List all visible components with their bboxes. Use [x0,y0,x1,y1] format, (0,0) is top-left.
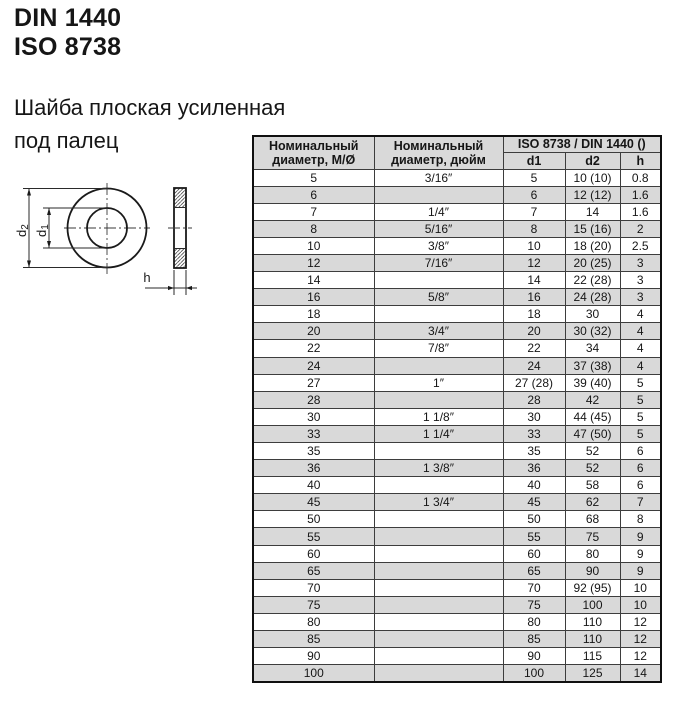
table-cell: 5 [620,374,661,391]
table-row [253,494,661,511]
table-cell: 10 (10) [565,169,620,186]
table-cell: 5 [620,425,661,442]
table-row [253,528,661,545]
table-cell: 34 [565,340,620,357]
table-cell: 5 [503,169,565,186]
table-cell: 90 [565,562,620,579]
table-cell: 55 [503,528,565,545]
table-cell [374,665,503,682]
table-row [253,613,661,630]
table-cell: 5/16″ [374,220,503,237]
standard-title-din: DIN 1440 [14,4,122,32]
table-cell [374,186,503,203]
table-cell: 20 (25) [565,254,620,271]
col-header-d2: d2 [565,152,620,169]
table-cell: 4 [620,323,661,340]
table-cell: 27 (28) [503,374,565,391]
table-cell [374,579,503,596]
table-cell: 45 [503,494,565,511]
table-cell: 1 1/8″ [374,408,503,425]
table-row [253,186,661,203]
table-cell: 3/4″ [374,323,503,340]
table-cell: 24 (28) [565,289,620,306]
table-cell: 6 [620,477,661,494]
table-cell: 5/8″ [374,289,503,306]
table-cell: 30 [503,408,565,425]
table-cell: 55 [253,528,374,545]
table-row [253,254,661,271]
table-cell: 3 [620,254,661,271]
table-cell: 52 [565,460,620,477]
table-cell: 4 [620,340,661,357]
table-cell [374,357,503,374]
table-cell [374,596,503,613]
table-cell: 1.6 [620,203,661,220]
table-row [253,323,661,340]
table-cell: 10 [620,596,661,613]
table-cell: 18 [503,306,565,323]
table-cell: 15 (16) [565,220,620,237]
table-cell: 6 [620,443,661,460]
table-cell [374,391,503,408]
table-cell: 28 [503,391,565,408]
table-header [253,136,661,169]
table-cell: 58 [565,477,620,494]
side-view [168,188,192,268]
h-dimension-label: h [143,270,151,285]
table-cell: 20 [253,323,374,340]
table-cell: 6 [620,460,661,477]
table-cell: 37 (38) [565,357,620,374]
table-cell: 36 [503,460,565,477]
table-cell: 62 [565,494,620,511]
table-cell: 80 [565,545,620,562]
table-cell: 70 [503,579,565,596]
table-cell: 7/8″ [374,340,503,357]
table-row [253,596,661,613]
d1-dimension-label: d1 [34,224,51,237]
table-cell: 16 [503,289,565,306]
arrowhead-icon [47,208,51,215]
table-cell: 52 [565,443,620,460]
table-cell: 1/4″ [374,203,503,220]
table-cell: 50 [253,511,374,528]
table-cell: 10 [620,579,661,596]
table-cell: 100 [503,665,565,682]
table-cell: 47 (50) [565,425,620,442]
table-cell: 60 [503,545,565,562]
table-cell: 44 (45) [565,408,620,425]
table-cell [374,545,503,562]
table-cell: 8 [253,220,374,237]
table-row [253,408,661,425]
table-cell: 4 [620,306,661,323]
table-cell: 75 [565,528,620,545]
table-cell [374,648,503,665]
table-cell [374,306,503,323]
table-cell [374,272,503,289]
table-cell: 42 [565,391,620,408]
table-cell: 68 [565,511,620,528]
table-row [253,631,661,648]
table-cell: 14 [620,665,661,682]
hatched-section [174,249,186,269]
table-cell: 90 [253,648,374,665]
table-cell: 70 [253,579,374,596]
table-cell: 45 [253,494,374,511]
table-row [253,289,661,306]
table-row [253,374,661,391]
table-row [253,203,661,220]
table-cell: 3/16″ [374,169,503,186]
washer-technical-drawing [8,180,253,312]
table-cell: 85 [503,631,565,648]
product-name [14,91,285,157]
table-row [253,477,661,494]
table-cell: 35 [503,443,565,460]
table-cell [374,443,503,460]
table-cell: 22 [253,340,374,357]
table-cell: 5 [253,169,374,186]
table-cell: 110 [565,631,620,648]
table-cell: 1″ [374,374,503,391]
table-cell: 8 [503,220,565,237]
table-cell: 110 [565,613,620,630]
table-row [253,220,661,237]
table-cell: 75 [503,596,565,613]
d2-dimension-label: d2 [14,224,31,237]
table-cell [374,528,503,545]
arrowhead-icon [47,241,51,248]
table-cell: 100 [565,596,620,613]
table-cell: 1 1/4″ [374,425,503,442]
table-cell: 40 [253,477,374,494]
col-header-nominal-metric: Номинальный диаметр, М/Ø [253,136,374,169]
table-row [253,306,661,323]
h-dimension [143,270,197,295]
table-cell: 35 [253,443,374,460]
table-cell: 10 [503,237,565,254]
product-name-line1: Шайба плоская усиленная [14,95,286,120]
table-cell [374,562,503,579]
arrowhead-icon [186,286,192,290]
table-row [253,511,661,528]
table-cell: 4 [620,357,661,374]
table-cell: 2 [620,220,661,237]
table-cell: 12 [620,631,661,648]
table-cell: 80 [503,613,565,630]
table-cell: 40 [503,477,565,494]
arrowhead-icon [27,261,31,268]
table-cell: 14 [503,272,565,289]
table-row [253,545,661,562]
table-row [253,391,661,408]
table-cell: 65 [503,562,565,579]
table-cell: 3 [620,272,661,289]
standard-titles [14,4,121,62]
table-row [253,357,661,374]
table-cell: 80 [253,613,374,630]
col-header-d1: d1 [503,152,565,169]
table-row [253,272,661,289]
table-cell: 3 [620,289,661,306]
table-cell: 6 [253,186,374,203]
table-cell: 5 [620,408,661,425]
table-cell: 27 [253,374,374,391]
product-name-line2: под палец [14,128,119,153]
table-cell: 20 [503,323,565,340]
table-row [253,460,661,477]
table-row [253,340,661,357]
table-cell: 125 [565,665,620,682]
table-cell: 1 3/4″ [374,494,503,511]
table-cell: 12 (12) [565,186,620,203]
table-row [253,237,661,254]
table-cell: 14 [253,272,374,289]
table-cell: 12 [620,613,661,630]
table-cell: 30 (32) [565,323,620,340]
table-cell: 39 (40) [565,374,620,391]
table-cell: 12 [620,648,661,665]
table-row [253,169,661,186]
table-cell: 14 [565,203,620,220]
col-header-group-iso-din: ISO 8738 / DIN 1440 () [503,136,661,152]
table-cell: 5 [620,391,661,408]
table-cell: 2.5 [620,237,661,254]
table-cell: 7 [503,203,565,220]
arrowhead-icon [27,189,31,196]
table-cell: 3/8″ [374,237,503,254]
table-cell: 92 (95) [565,579,620,596]
table-cell: 9 [620,528,661,545]
table-cell: 30 [253,408,374,425]
table-row [253,443,661,460]
table-cell: 9 [620,545,661,562]
table-cell [374,511,503,528]
table-cell: 22 [503,340,565,357]
table-row [253,665,661,682]
table-body [253,169,661,682]
table-cell: 85 [253,631,374,648]
table-cell: 33 [253,425,374,442]
table-cell: 18 (20) [565,237,620,254]
table-cell: 115 [565,648,620,665]
table-cell: 75 [253,596,374,613]
table-row [253,425,661,442]
table-row [253,562,661,579]
table-cell: 7 [620,494,661,511]
table-cell: 30 [565,306,620,323]
header-row-group [253,136,661,152]
arrowhead-icon [168,286,174,290]
table-cell: 0.8 [620,169,661,186]
table-cell: 1 3/8″ [374,460,503,477]
table-cell: 24 [253,357,374,374]
standard-title-iso: ISO 8738 [14,33,122,61]
table-cell: 22 (28) [565,272,620,289]
hatched-section [174,188,186,208]
table-cell [374,631,503,648]
table-cell: 24 [503,357,565,374]
table-cell: 7/16″ [374,254,503,271]
table-row [253,579,661,596]
table-cell: 18 [253,306,374,323]
table-cell: 90 [503,648,565,665]
table-cell: 33 [503,425,565,442]
table-cell: 60 [253,545,374,562]
col-header-nominal-inch: Номинальный диаметр, дюйм [374,136,503,169]
dimensions-table [252,135,662,683]
table-cell: 65 [253,562,374,579]
col-header-h: h [620,152,661,169]
table-cell: 50 [503,511,565,528]
table-cell: 1.6 [620,186,661,203]
table-cell: 9 [620,562,661,579]
table-cell: 8 [620,511,661,528]
table-cell: 10 [253,237,374,254]
front-view [64,183,150,274]
table-cell [374,613,503,630]
table-cell: 28 [253,391,374,408]
table-row [253,648,661,665]
table-cell: 6 [503,186,565,203]
table-cell: 36 [253,460,374,477]
table-cell: 16 [253,289,374,306]
table-cell: 12 [253,254,374,271]
table-cell: 7 [253,203,374,220]
table-cell: 100 [253,665,374,682]
table-cell: 12 [503,254,565,271]
table-cell [374,477,503,494]
